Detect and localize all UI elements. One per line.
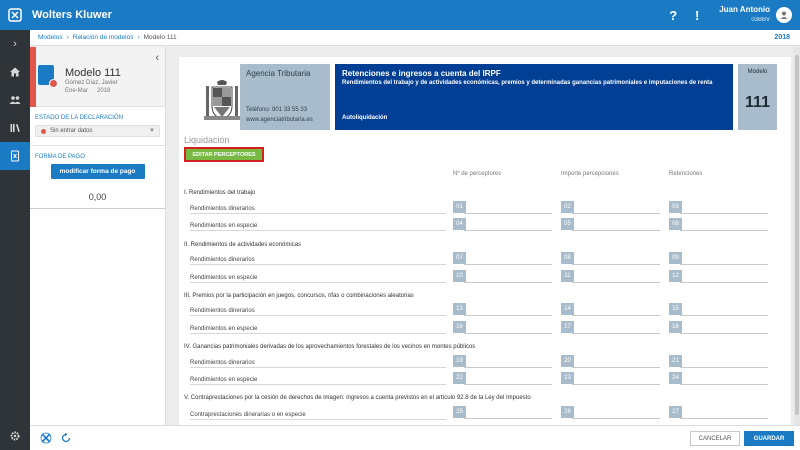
- box-input[interactable]: [464, 213, 552, 214]
- box-input[interactable]: [464, 333, 552, 334]
- box-number: 03: [669, 201, 682, 213]
- agency-box: [240, 64, 330, 130]
- box-number: 14: [561, 303, 574, 315]
- box-number: 09: [669, 252, 682, 264]
- user-info[interactable]: [719, 5, 770, 25]
- row-divider: [190, 213, 446, 214]
- box-number: 07: [453, 252, 466, 264]
- box-input[interactable]: [572, 213, 660, 214]
- alert-icon[interactable]: !: [695, 7, 700, 23]
- row-divider: [190, 264, 446, 265]
- library-icon[interactable]: [0, 114, 30, 142]
- box-number: 19: [453, 355, 466, 367]
- breadcrumb-current: Modelo 111: [143, 34, 177, 41]
- box-number: 12: [669, 270, 682, 282]
- status-value: Sin entrar datos: [50, 128, 93, 134]
- app-logo-icon[interactable]: [0, 0, 30, 30]
- liquidation-title: Liquidación: [184, 135, 230, 145]
- scrollbar[interactable]: [794, 47, 800, 425]
- box-input[interactable]: [680, 333, 768, 334]
- save-button[interactable]: GUARDAR: [744, 431, 794, 446]
- model-sidebar: [30, 47, 166, 425]
- row-label: Rendimientos dinerarios: [190, 257, 255, 263]
- cancel-button[interactable]: CANCELAR: [690, 431, 740, 446]
- row-label: Rendimientos en especie: [190, 377, 258, 383]
- row-divider: [190, 333, 446, 334]
- box-input[interactable]: [572, 333, 660, 334]
- box-input[interactable]: [572, 264, 660, 265]
- box-number: 18: [669, 321, 682, 333]
- box-number: 21: [669, 355, 682, 367]
- payment-label: FORMA DE PAGO: [35, 154, 85, 160]
- box-number: 10: [453, 270, 466, 282]
- section-title: I. Rendimientos del trabajo: [184, 190, 256, 196]
- agency-website: www.agenciatributaria.es: [246, 117, 313, 123]
- row-divider: [190, 419, 446, 420]
- box-input[interactable]: [680, 418, 768, 419]
- box-input[interactable]: [680, 230, 768, 231]
- box-number: 27: [669, 406, 682, 418]
- column-header-recipients: Nº de perceptores: [453, 171, 502, 177]
- agency-phone: Teléfono: 901 33 55 33: [246, 107, 308, 113]
- row-divider: [190, 282, 446, 283]
- model-label: Modelo: [747, 69, 768, 75]
- box-number: 16: [453, 321, 466, 333]
- box-number: 06: [669, 218, 682, 230]
- breadcrumb-separator: ›: [137, 34, 140, 41]
- column-header-withholdings: Retenciones: [669, 171, 703, 177]
- box-input[interactable]: [464, 264, 552, 265]
- box-input[interactable]: [464, 230, 552, 231]
- box-input[interactable]: [572, 384, 660, 385]
- form-card: [179, 57, 791, 437]
- modify-payment-button[interactable]: modificar forma de pago: [51, 164, 145, 179]
- box-input[interactable]: [680, 384, 768, 385]
- box-input[interactable]: [572, 418, 660, 419]
- box-input[interactable]: [680, 264, 768, 265]
- box-number: 13: [453, 303, 466, 315]
- help-icon[interactable]: ?: [669, 7, 678, 23]
- box-number: 24: [669, 372, 682, 384]
- coat-of-arms-icon: [203, 78, 241, 124]
- total-amount: 0,00: [88, 192, 107, 202]
- box-number: 02: [561, 201, 574, 213]
- box-number: 04: [453, 218, 466, 230]
- model-status-strip: [30, 47, 36, 107]
- row-label: Rendimientos dinerarios: [190, 206, 255, 212]
- section-title: III. Premios por la participación en juegos, concursos, rifas o combinaciones aleatorias: [184, 293, 414, 299]
- form-title-box: [335, 64, 733, 130]
- tax-models-icon[interactable]: [0, 142, 30, 170]
- user-name: Juan Antonio: [719, 5, 770, 14]
- collapse-panel-icon[interactable]: ‹: [155, 52, 159, 64]
- column-header-amount: Importe percepciones: [561, 171, 619, 177]
- section-title: II. Rendimientos de actividades económicas: [184, 242, 302, 248]
- box-number: 05: [561, 218, 574, 230]
- row-label: Rendimientos en especie: [190, 275, 258, 281]
- box-input[interactable]: [680, 315, 768, 316]
- box-number: 17: [561, 321, 574, 333]
- box-input[interactable]: [680, 213, 768, 214]
- edit-recipients-button[interactable]: EDITAR PERCEPTORES: [184, 147, 264, 162]
- user-code: 03BBV: [751, 17, 770, 23]
- box-input[interactable]: [464, 418, 552, 419]
- box-number: 15: [669, 303, 682, 315]
- home-icon[interactable]: [0, 58, 30, 86]
- top-bar: [0, 0, 800, 30]
- box-input[interactable]: [572, 282, 660, 283]
- user-avatar-icon[interactable]: [776, 7, 792, 23]
- brand-name: Wolters Kluwer: [32, 9, 112, 21]
- row-label: Rendimientos dinerarios: [190, 360, 255, 366]
- fiscal-year[interactable]: 2018: [774, 34, 790, 41]
- row-divider: [190, 315, 446, 316]
- left-nav: [0, 30, 30, 450]
- box-input[interactable]: [572, 367, 660, 368]
- form-subtitle: Rendimientos del trabajo y de actividades económicas, premios y determinadas ganancias patrimoniales e imputaciones de renta: [342, 80, 713, 86]
- box-input[interactable]: [464, 384, 552, 385]
- box-number: 11: [561, 270, 574, 282]
- row-label: Rendimientos dinerarios: [190, 308, 255, 314]
- box-number: 20: [561, 355, 574, 367]
- box-number: 01: [453, 201, 466, 213]
- box-input[interactable]: [680, 367, 768, 368]
- row-label: Rendimientos en especie: [190, 326, 258, 332]
- expand-nav-icon[interactable]: ›: [13, 38, 17, 50]
- period: Ene-Mar: [65, 88, 89, 94]
- lock-badge-icon: [49, 79, 58, 88]
- box-number: 08: [561, 252, 574, 264]
- row-label: Contraprestaciones dinerarias o en especie: [190, 412, 306, 418]
- box-input[interactable]: [572, 230, 660, 231]
- chevron-down-icon: ▼: [149, 128, 155, 134]
- tax-calc-icon[interactable]: [40, 432, 52, 444]
- box-number: 23: [561, 372, 574, 384]
- divider: [30, 208, 165, 209]
- section-title: IV. Ganancias patrimoniales derivadas de los aprovechamientos forestales de los vecinos en montes públicos: [184, 344, 476, 350]
- row-divider: [190, 367, 446, 368]
- settings-icon[interactable]: [0, 422, 30, 450]
- box-number: 22: [453, 372, 466, 384]
- breadcrumb: [30, 30, 800, 46]
- box-input[interactable]: [464, 315, 552, 316]
- box-input[interactable]: [464, 367, 552, 368]
- box-input[interactable]: [572, 315, 660, 316]
- form-title: Retenciones e ingresos a cuenta del IRPF: [342, 69, 501, 78]
- breadcrumb-modelos[interactable]: Modelos: [38, 34, 63, 41]
- model-header: [30, 47, 165, 107]
- model-number-box: [738, 64, 777, 130]
- scrollbar-thumb[interactable]: [795, 55, 799, 415]
- period-year: 2018: [97, 88, 111, 94]
- main-content: [166, 47, 800, 425]
- refresh-icon[interactable]: [60, 432, 72, 444]
- box-number: 26: [561, 406, 574, 418]
- row-divider: [190, 384, 446, 385]
- breadcrumb-separator: ›: [66, 34, 69, 41]
- box-input[interactable]: [680, 282, 768, 283]
- box-input[interactable]: [464, 282, 552, 283]
- users-icon[interactable]: [0, 86, 30, 114]
- box-number: 25: [453, 406, 466, 418]
- status-select[interactable]: [35, 125, 160, 137]
- status-label: ESTADO DE LA DECLARACIÓN: [35, 115, 123, 121]
- breadcrumb-relacion[interactable]: Relación de modelos: [72, 34, 134, 41]
- status-dot-icon: [41, 129, 46, 134]
- agency-name: Agencia Tributaria: [246, 69, 311, 78]
- model-title: Modelo 111: [65, 67, 121, 79]
- section-title: V. Contraprestaciones por la cesión de derechos de imagen: ingresos a cuenta previstos en el artículo 92.8 de la Ley del Impuesto: [184, 395, 531, 401]
- client-name: Gómez Díaz, Javier: [65, 80, 118, 86]
- row-label: Rendimientos en especie: [190, 223, 258, 229]
- row-divider: [190, 230, 446, 231]
- bottom-bar: [30, 425, 800, 450]
- model-number: 111: [745, 94, 770, 111]
- self-assessment-label: Autoliquidación: [342, 115, 388, 121]
